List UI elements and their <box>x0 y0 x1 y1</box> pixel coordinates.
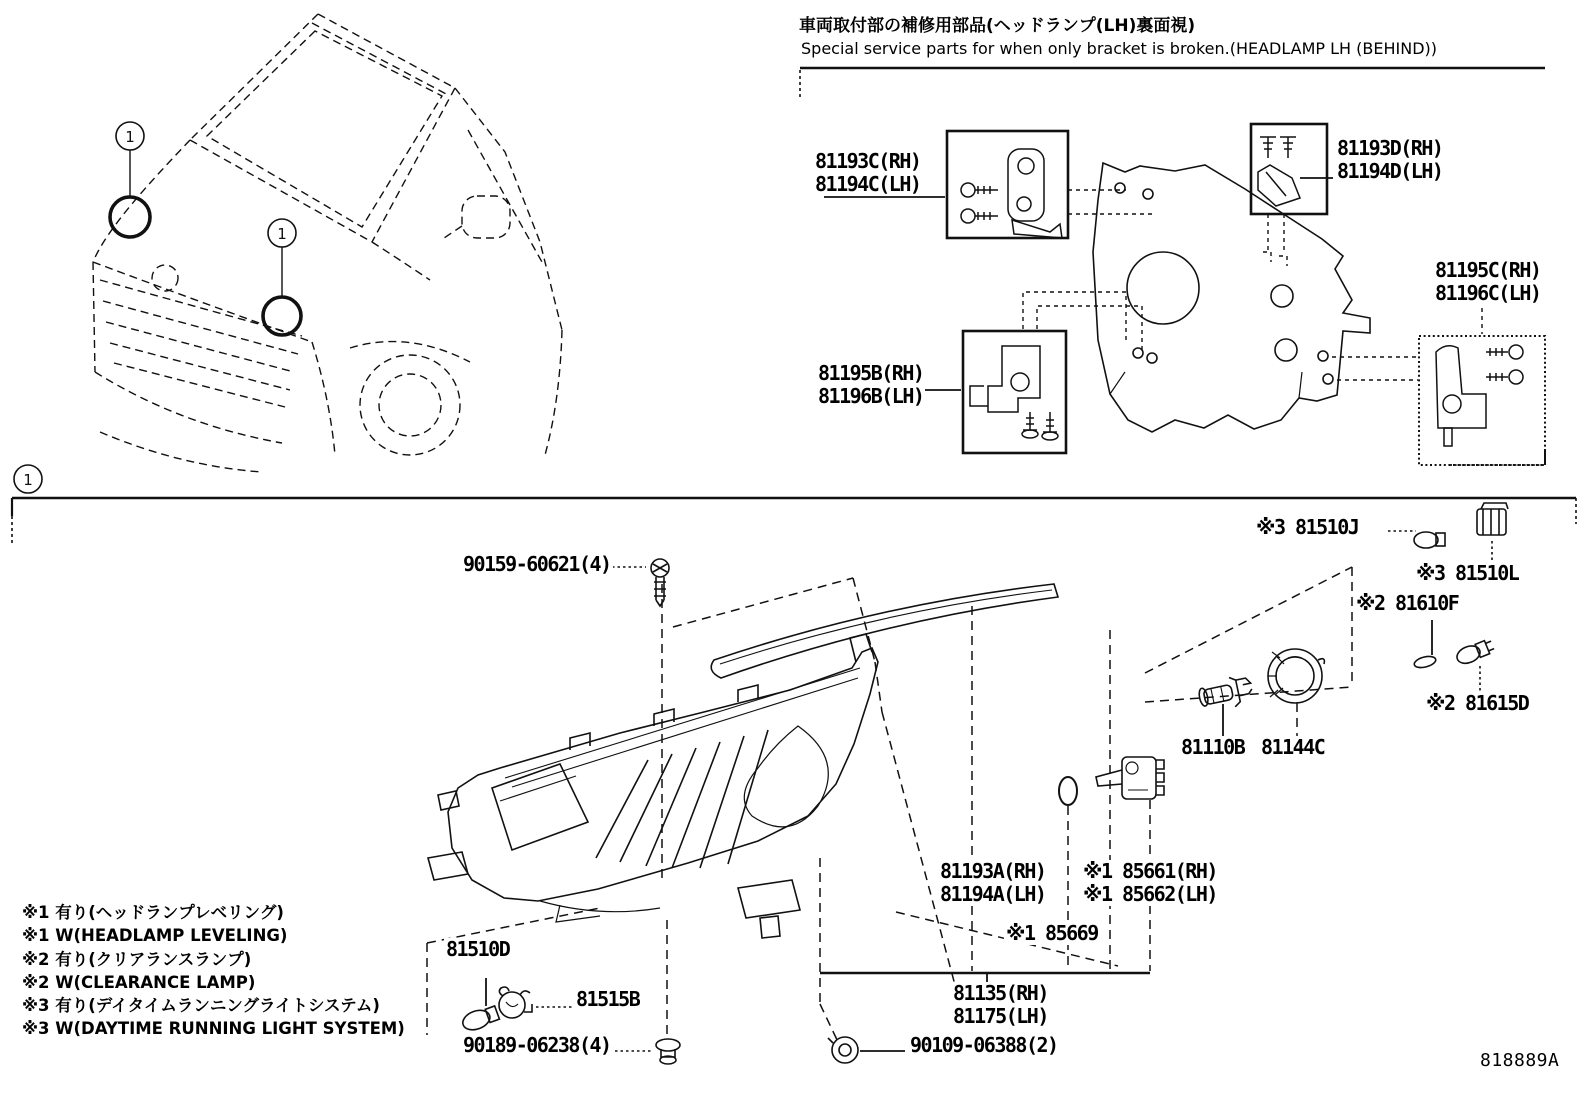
part-label-81110B[interactable]: 81110B <box>1181 735 1245 759</box>
part-number-lh[interactable]: 81194C(LH) <box>815 172 921 196</box>
socket-81515B-icon <box>499 987 532 1018</box>
bulb-81510D-icon <box>460 1004 500 1033</box>
part-label-81510D[interactable]: 81510D <box>446 937 510 961</box>
part-label-81193C[interactable] <box>813 150 922 196</box>
balloon-1-marker[interactable]: 1 <box>277 225 287 243</box>
oring-85669-icon <box>1059 777 1077 805</box>
part-number-rh[interactable]: 81193C(RH) <box>815 149 921 173</box>
footnote-line: ※1 W(HEADLAMP LEVELING) <box>22 926 288 946</box>
footnote-line: ※2 有り(クリアランスランプ) <box>22 949 252 969</box>
part-label-81193D[interactable] <box>1335 137 1444 183</box>
part-label-81610F[interactable]: ※2 81610F <box>1356 591 1459 615</box>
footnote-line: ※3 有り(デイタイムランニングライトシステム) <box>22 996 380 1016</box>
part-number-lh[interactable]: ※1 85662(LH) <box>1083 882 1217 906</box>
part-label-90189-06238[interactable]: 90189-06238(4) <box>463 1033 611 1057</box>
socket-81510L-icon <box>1477 503 1508 535</box>
part-label-81135[interactable] <box>951 982 1050 1028</box>
inset-guide-lines <box>1023 190 1482 380</box>
part-number-lh[interactable]: 81175(LH) <box>953 1004 1048 1028</box>
part-number-rh[interactable]: 81195B(RH) <box>818 361 924 385</box>
footnote-line: ※3 W(DAYTIME RUNNING LIGHT SYSTEM) <box>22 1019 405 1039</box>
part-number-rh[interactable]: 81195C(RH) <box>1435 258 1541 282</box>
balloon-1-marker[interactable]: 1 <box>125 128 135 146</box>
part-label-90159-60621[interactable]: 90159-60621(4) <box>463 552 611 576</box>
inset-title-english: Special service parts for when only bracket is broken.(HEADLAMP LH (BEHIND)) <box>801 39 1438 58</box>
part-label-81193A[interactable] <box>938 860 1047 906</box>
bulb-81110B-icon <box>1197 673 1255 713</box>
bulb-81615D-icon <box>1454 637 1495 666</box>
inset-box-bracket-cc <box>1419 336 1545 465</box>
figure-code: 818889A <box>1480 1050 1560 1071</box>
part-label-90109-06388[interactable]: 90109-06388(2) <box>910 1033 1058 1057</box>
inset-headlamp-rear-view <box>1093 163 1370 432</box>
part-label-81515B[interactable]: 81515B <box>576 987 640 1011</box>
part-label-85661[interactable] <box>1081 860 1219 906</box>
part-number-lh[interactable]: 81196C(LH) <box>1435 281 1541 305</box>
part-number-rh[interactable]: 81135(RH) <box>953 981 1048 1005</box>
part-label-81615D[interactable]: ※2 81615D <box>1426 691 1529 715</box>
gasket-81610F-icon <box>1413 654 1437 669</box>
part-number-lh[interactable]: 81194D(LH) <box>1337 159 1443 183</box>
part-label-85669[interactable]: ※1 85669 <box>1006 921 1098 945</box>
part-number-rh[interactable]: 81193A(RH) <box>940 859 1046 883</box>
clip-90189-icon <box>656 1039 680 1064</box>
main-guide-lines <box>427 567 1352 1042</box>
part-label-81510L[interactable]: ※3 81510L <box>1416 561 1519 585</box>
part-number-lh[interactable]: 81194A(LH) <box>940 882 1046 906</box>
part-number-rh[interactable]: ※1 85661(RH) <box>1083 859 1217 883</box>
footnote-line: ※1 有り(ヘッドランプレベリング) <box>22 903 284 922</box>
footnote-line: ※2 W(CLEARANCE LAMP) <box>22 972 256 992</box>
vehicle-outline-drawing <box>93 14 562 472</box>
inset-title-japanese: 車両取付部の補修用部品(ヘッドランプ(LH)裏面視) <box>799 16 1196 36</box>
cap-81144C-icon <box>1268 649 1324 703</box>
screw-90159-icon <box>651 559 669 606</box>
part-number-lh[interactable]: 81196B(LH) <box>818 384 924 408</box>
part-label-81195B[interactable] <box>816 362 925 408</box>
headlamp-trim-strip <box>711 584 1058 678</box>
bulb-81510J-icon <box>1414 532 1445 548</box>
part-label-81510J[interactable]: ※3 81510J <box>1256 515 1359 539</box>
clip-90109-icon <box>828 1037 858 1063</box>
part-label-81195C[interactable] <box>1433 259 1542 305</box>
leveling-motor-85661-icon <box>1096 757 1164 799</box>
footnotes-block <box>22 901 405 1041</box>
headlamp-unit-drawing <box>428 634 878 938</box>
part-label-81144C[interactable]: 81144C <box>1261 735 1325 759</box>
part-number-rh[interactable]: 81193D(RH) <box>1337 136 1443 160</box>
balloon-1-marker[interactable]: 1 <box>23 471 33 489</box>
